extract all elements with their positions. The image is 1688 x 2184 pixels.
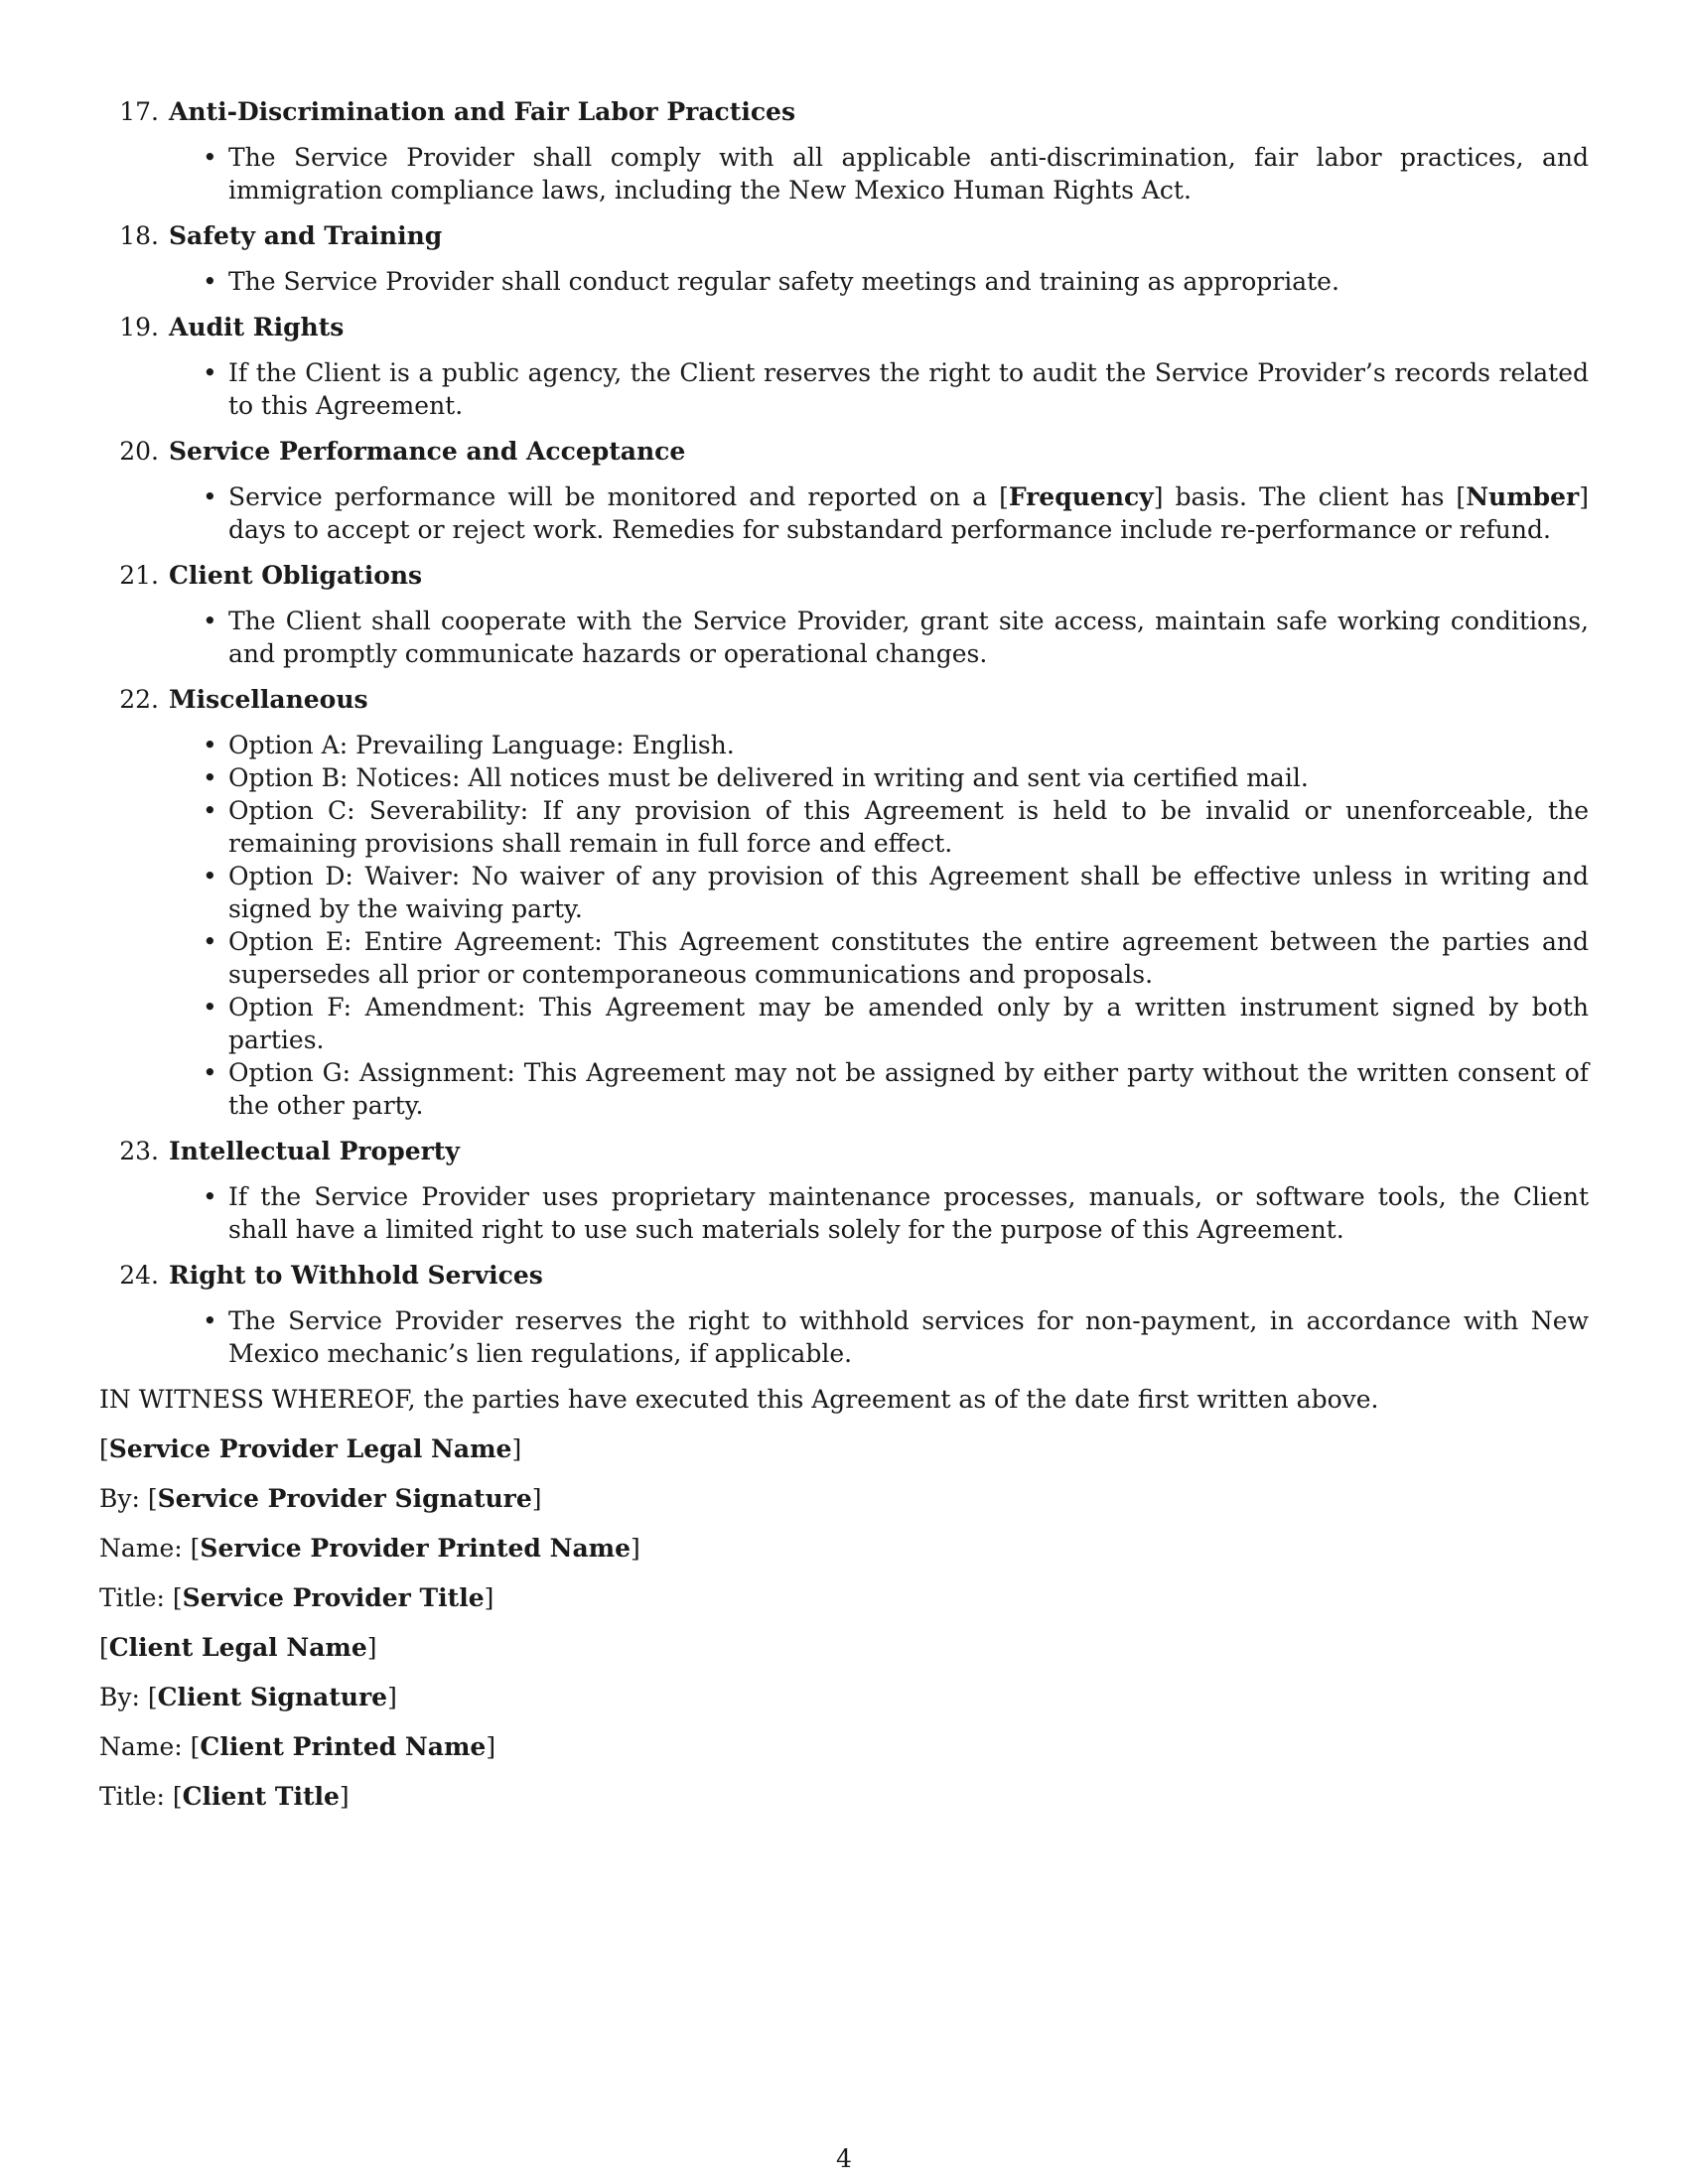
provider-signature-line: By: [Service Provider Signature] [99, 1484, 542, 1513]
page-number: 4 [836, 2144, 852, 2173]
bullet-list [99, 480, 1589, 546]
section-23 [99, 1135, 1589, 1246]
section-title: Service Performance and Acceptance [169, 437, 686, 466]
section-20 [99, 435, 1589, 546]
number-placeholder: Number [1466, 482, 1580, 511]
bullet-item: • The Service Provider shall comply with all applicable anti-discrimination, fair labor practices, and immigration compliance laws, including the New Mexico Human Rights Act. [228, 141, 1589, 206]
bullet-list [99, 729, 1589, 1122]
section-title: Right to Withhold Services [169, 1261, 543, 1290]
bullet-item: • Option A: Prevailing Language: English. [228, 729, 1589, 761]
frequency-placeholder: Frequency [1008, 482, 1154, 511]
bullet-text: ] basis. The client has [ [1153, 482, 1467, 511]
provider-legal-name: Service Provider Legal Name [108, 1434, 512, 1463]
provider-printed-name: Service Provider Printed Name [200, 1534, 632, 1563]
bullet-item: • Option F: Amendment: This Agreement may be amended only by a written instrument signed by both parties. [228, 991, 1589, 1056]
client-signature: Client Signature [157, 1683, 388, 1711]
bullet-list [99, 356, 1589, 422]
section-heading [99, 683, 1589, 716]
bullet-item: • Option E: Entire Agreement: This Agreement constitutes the entire agreement between the parties and supersedes all prior or contemporaneous communications and proposals. [228, 925, 1589, 991]
name-label: Name: [99, 1732, 183, 1761]
bullet-item: • Option C: Severability: If any provision of this Agreement is held to be invalid or unenforceable, the remaining provisions shall remain in full force and effect. [228, 794, 1589, 860]
section-number: 18. [119, 221, 159, 250]
section-21 [99, 559, 1589, 670]
bullet-list [99, 265, 1589, 298]
witness-clause: IN WITNESS WHEREOF, the parties have executed this Agreement as of the date first written above. [99, 1385, 1379, 1414]
section-number: 23. [119, 1137, 159, 1165]
section-heading [99, 1135, 1589, 1167]
provider-title: Service Provider Title [182, 1583, 485, 1612]
bullet-list [99, 1304, 1589, 1370]
section-heading [99, 219, 1589, 252]
section-number: 21. [119, 561, 159, 590]
client-title-line: Title: [Client Title] [99, 1782, 350, 1811]
client-legal-name-line: [Client Legal Name] [99, 1633, 377, 1662]
bullet-item: • The Service Provider shall conduct regular safety meetings and training as appropriate. [228, 265, 1589, 298]
section-24 [99, 1259, 1589, 1370]
client-signature-line: By: [Client Signature] [99, 1683, 397, 1711]
by-label: By: [99, 1683, 140, 1711]
bullet-item: • The Client shall cooperate with the Service Provider, grant site access, maintain safe working conditions, and promptly communicate hazards or operational changes. [228, 605, 1589, 670]
section-heading [99, 559, 1589, 592]
section-heading [99, 95, 1589, 128]
title-label: Title: [99, 1782, 165, 1811]
bullet-item: • Option B: Notices: All notices must be delivered in writing and sent via certified mail. [228, 761, 1589, 794]
bullet-text: ] days to accept or reject work. Remedies for substandard performance include re-performance or refund. [228, 482, 1589, 544]
by-label: By: [99, 1484, 140, 1513]
section-title: Safety and Training [169, 221, 443, 250]
section-17 [99, 95, 1589, 206]
section-number: 22. [119, 685, 159, 714]
document-page [99, 95, 1589, 1830]
bullet-item: • Option D: Waiver: No waiver of any provision of this Agreement shall be effective unless in writing and signed by the waiving party. [228, 860, 1589, 925]
section-title: Client Obligations [169, 561, 423, 590]
client-name-line: Name: [Client Printed Name] [99, 1732, 496, 1761]
provider-name-line: Name: [Service Provider Printed Name] [99, 1534, 640, 1563]
section-22 [99, 683, 1589, 1122]
section-heading [99, 1259, 1589, 1292]
section-heading [99, 311, 1589, 343]
client-signature-block [99, 1631, 1589, 1813]
section-19 [99, 311, 1589, 422]
provider-signature: Service Provider Signature [157, 1484, 532, 1513]
section-number: 19. [119, 313, 159, 341]
provider-legal-name-line: [Service Provider Legal Name] [99, 1434, 522, 1463]
client-title: Client Title [182, 1782, 340, 1811]
client-printed-name: Client Printed Name [200, 1732, 487, 1761]
section-heading [99, 435, 1589, 468]
section-title: Anti-Discrimination and Fair Labor Practices [169, 97, 796, 126]
bullet-item: • If the Service Provider uses proprietary maintenance processes, manuals, or software tools, the Client shall have a limited right to use such materials solely for the purpose of this Agreement. [228, 1180, 1589, 1246]
bullet-list [99, 141, 1589, 206]
bullet-list [99, 1180, 1589, 1246]
bullet-item [228, 480, 1589, 546]
client-legal-name: Client Legal Name [108, 1633, 367, 1662]
name-label: Name: [99, 1534, 183, 1563]
provider-title-line: Title: [Service Provider Title] [99, 1583, 494, 1612]
section-title: Intellectual Property [169, 1137, 460, 1165]
section-18 [99, 219, 1589, 298]
section-title: Audit Rights [169, 313, 345, 341]
section-number: 20. [119, 437, 159, 466]
bullet-item: • The Service Provider reserves the right to withhold services for non-payment, in accordance with New Mexico mechanic’s lien regulations, if applicable. [228, 1304, 1589, 1370]
title-label: Title: [99, 1583, 165, 1612]
section-title: Miscellaneous [169, 685, 368, 714]
section-number: 17. [119, 97, 159, 126]
bullet-list [99, 605, 1589, 670]
bullet-text: Service performance will be monitored and reported on a [ [228, 482, 1009, 511]
section-number: 24. [119, 1261, 159, 1290]
provider-signature-block [99, 1433, 1589, 1614]
bullet-item: • Option G: Assignment: This Agreement may not be assigned by either party without the written consent of the other party. [228, 1056, 1589, 1122]
bullet-item: • If the Client is a public agency, the Client reserves the right to audit the Service Provider’s records related to this Agreement. [228, 356, 1589, 422]
